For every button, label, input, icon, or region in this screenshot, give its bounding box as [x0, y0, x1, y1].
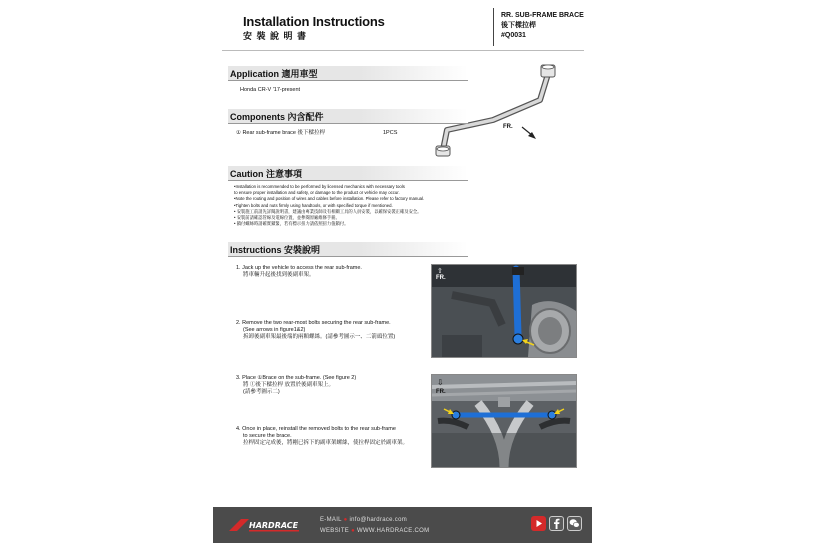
components-rule	[228, 123, 468, 124]
step-1-text-zh: 將車輛升起後找到後副車架。	[243, 272, 315, 278]
vehicle-fitment: Honda CR-V '17-present	[240, 87, 301, 93]
step-4-text: 4. Once in place, reinstall the removed bolts to the rear sub-frame	[236, 426, 396, 432]
caution-heading: Caution 注意事項	[230, 169, 302, 179]
product-code: #Q0031	[501, 32, 526, 39]
wechat-icon[interactable]	[567, 516, 582, 531]
arrow-down-icon: ⇩	[437, 378, 444, 387]
header-rule	[222, 50, 584, 51]
step-4-text-zh: 拉桿固定完成後，將剛已拆下的副車架螺絲，使拉桿固定於副車架。	[243, 440, 409, 446]
step-2-text-zh: 拆卸後副車架最後端的兩顆螺絲。(請參考圖示一、二箭頭位置)	[243, 334, 396, 340]
figure-2-photo	[431, 374, 577, 468]
email-link[interactable]: info@hardrace.com	[349, 517, 408, 523]
caution-line: • 鎖付螺絲時請確實鎖緊，若有標示扭力請依照扭力值鎖付。	[234, 221, 349, 227]
component-qty: 1PCS	[383, 130, 398, 136]
caution-list	[234, 184, 424, 227]
header-divider	[493, 8, 494, 46]
step-3-text: 3. Place ①Brace on the sub-frame. (See figure 2)	[236, 375, 357, 381]
footer-email-line	[320, 517, 407, 523]
figure-1-illustration	[432, 265, 576, 357]
step-4-text-2: to secure the brace.	[243, 433, 292, 439]
website-label: WEBSITE	[320, 528, 350, 534]
hardrace-logo	[227, 517, 307, 533]
caution-rule	[228, 180, 468, 181]
arrow-up-icon: ⇧	[437, 268, 443, 275]
figure-1-photo	[431, 264, 577, 358]
caution-line: • 安裝前請確認管線及電線位置，並參閱原廠維修手冊。	[234, 215, 340, 221]
step-1	[236, 265, 362, 279]
facebook-icon[interactable]	[549, 516, 564, 531]
product-name-zh: 後下樑拉桿	[501, 22, 536, 29]
components-heading: Components 內含配件	[230, 112, 324, 122]
figure-1-label: FR.	[436, 275, 446, 281]
product-info	[501, 11, 584, 41]
document-title: Installation Instructions	[243, 14, 385, 29]
figure-2-label: FR.	[436, 389, 446, 395]
caution-line: • 安裝施工前請先詳閱說明書，建議由專業技師及有相關工具的人員安裝，以確保安裝正確及安全。	[234, 208, 422, 214]
website-link[interactable]: WWW.HARDRACE.COM	[356, 528, 430, 534]
svg-text:HARDRACE: HARDRACE	[249, 521, 299, 530]
caution-line: to ensure proper installation and safety, or damage to the product or vehicle may occur.	[234, 190, 400, 196]
step-3-text-zh: 將 ①後下樑拉桿 放置於後副車架上。	[243, 382, 335, 388]
instructions-rule	[228, 256, 468, 257]
separator-dot: ●	[351, 528, 356, 534]
direction-label: FR.	[503, 124, 513, 130]
email-label: E-MAIL	[320, 517, 342, 523]
instruction-sheet	[213, 0, 592, 543]
separator-dot: ●	[343, 517, 348, 523]
caution-line: •Installation is recommended to be performed by licensed mechanics with necessary tools	[234, 184, 405, 189]
step-1-text: 1. Jack up the vehicle to access the rear sub-frame.	[236, 265, 362, 271]
step-3-text-zh-2: (請參考圖示二)	[243, 389, 280, 395]
footer	[213, 507, 592, 543]
application-heading: Application 適用車型	[230, 69, 318, 79]
step-3	[236, 375, 356, 396]
caution-line: •Tighten bolts and nuts firmly using handtools, or with specified torque if mentioned.	[234, 202, 393, 208]
instructions-heading: Instructions 安裝說明	[230, 245, 321, 255]
caution-line: •Note the routing and position of wires and cables before installation. Please refer to factory manual.	[234, 196, 425, 202]
step-4	[236, 426, 408, 447]
figure-2-illustration	[432, 375, 576, 467]
product-name: RR. SUB-FRAME BRACE	[501, 12, 584, 19]
step-2-text-2: (See arrows in figure1&2)	[243, 327, 306, 333]
application-rule	[228, 80, 468, 81]
step-2-text: 2. Remove the two rear-most bolts securing the rear sub-frame.	[236, 320, 391, 326]
component-item: ① Rear sub-frame brace 後下樑拉桿	[236, 130, 325, 136]
document-title-zh: 安 裝 說 明 書	[243, 31, 308, 41]
footer-website-line	[320, 528, 429, 534]
youtube-icon[interactable]	[531, 516, 546, 531]
step-2	[236, 320, 395, 341]
